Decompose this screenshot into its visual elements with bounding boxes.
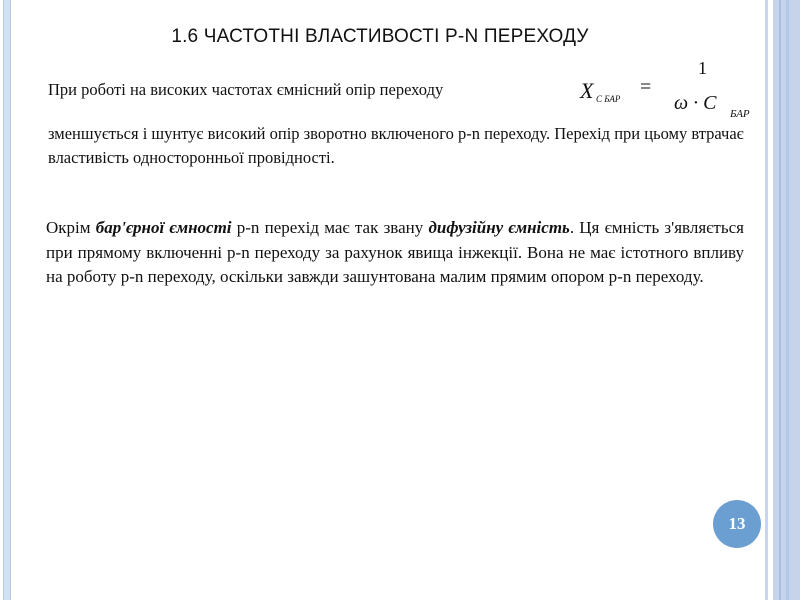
text: p-n перехід має так звану bbox=[231, 218, 429, 237]
formula-numerator: 1 bbox=[698, 58, 707, 78]
text: Окрім bbox=[46, 218, 96, 237]
page-number-badge: 13 bbox=[713, 500, 761, 548]
formula-lhs-sub: C БАР bbox=[596, 94, 621, 104]
formula-denominator: ω · C bbox=[674, 92, 717, 114]
emphasis-barrier-capacitance: бар'єрної ємності bbox=[95, 218, 232, 237]
formula-lhs: X bbox=[580, 78, 594, 103]
formula-denominator-sub: БАР bbox=[730, 108, 750, 120]
capacitive-reactance-formula bbox=[578, 58, 758, 118]
right-border-line bbox=[765, 0, 768, 600]
left-border-decoration bbox=[3, 0, 11, 600]
intro-text: При роботі на високих частотах ємнісний опір переходу bbox=[48, 80, 444, 99]
text: . Ця ємність з'являється при прямому включенні p-n переходу за рахунок явища інжекції. Вона не має істотного впливу на роботу p-n переходу, оскільки завжди зашунтована малим прямим опором p-n переходу. bbox=[46, 218, 744, 286]
diffusion-capacitance-paragraph bbox=[46, 216, 744, 290]
right-border-decoration bbox=[773, 0, 800, 600]
continuation-text: зменшується і шунтує високий опір зворотно включеного p-n переходу. Перехід при цьому втрачає властивість односторонньої провідності. bbox=[48, 124, 744, 167]
formula-equals: = bbox=[640, 76, 652, 98]
emphasis-diffusion-capacitance: дифузійну ємність bbox=[428, 218, 570, 237]
slide-title: 1.6 ЧАСТОТНІ ВЛАСТИВОСТІ P-N ПЕРЕХОДУ bbox=[171, 26, 589, 47]
